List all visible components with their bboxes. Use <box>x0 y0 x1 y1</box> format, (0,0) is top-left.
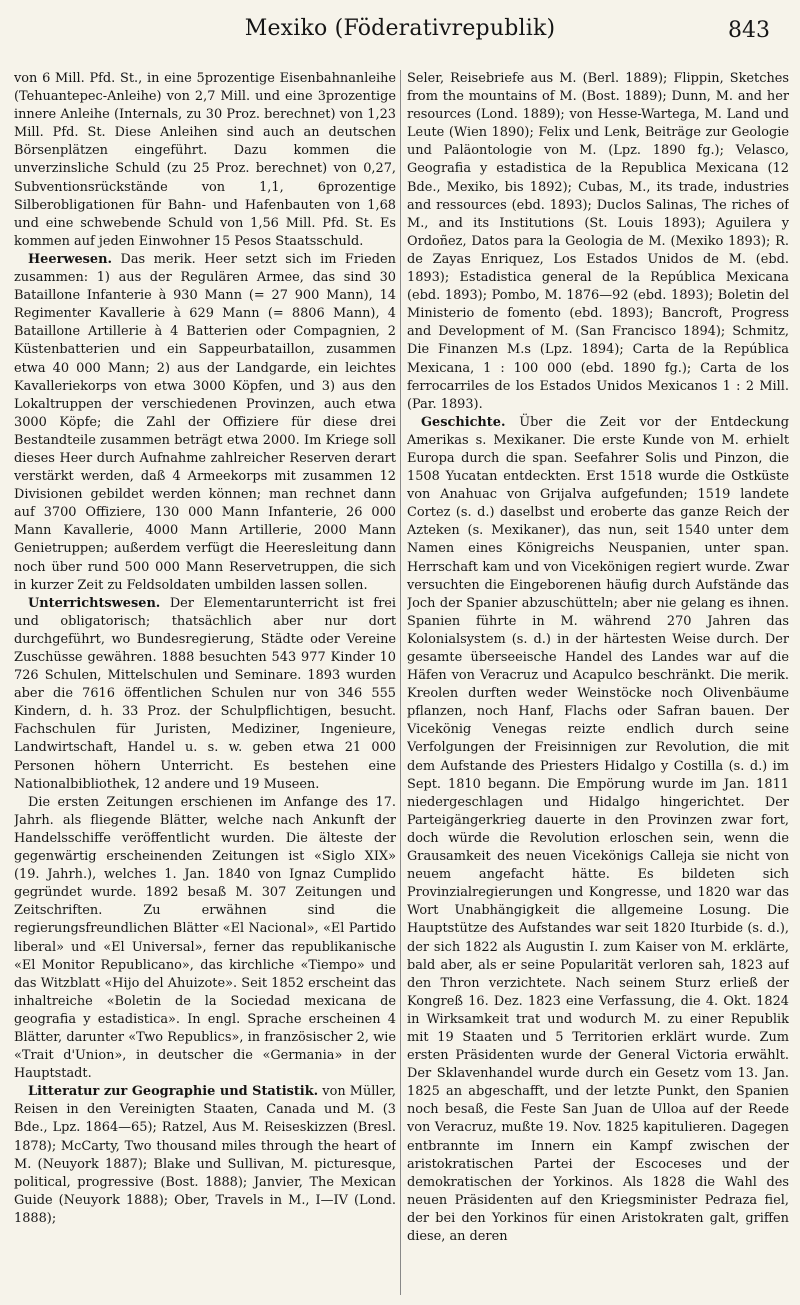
paragraph <box>14 70 396 251</box>
paragraph <box>14 794 396 1084</box>
column-divider <box>400 70 401 1295</box>
running-head <box>30 16 770 56</box>
paragraph <box>14 1083 396 1228</box>
paragraph-heading: Unterrichtswesen. <box>28 595 161 611</box>
left-column <box>14 70 396 1295</box>
right-column <box>407 70 789 1295</box>
paragraph-text: Über die Zeit vor der Entdeckung Amerikas s. Mexikaner. Die erste Kunde von M. erhielt Europa durch die span. Seefahrer Solis und Pinzon, die 1508 Yucatan entdeckten. Erst 1518 wurde die Ostküste von Anahuac von Grijalva aufgefunden; 1519 landete Cortez (s. d.) daselbst und eroberte das ganze Reich der Azteken (s. Mexikaner), das nun, seit 1540 unter dem Namen eines Königreichs Neuspanien, unter span. Herrschaft kam und von Vicekönigen regiert wurde. Zwar versuchten die Eingeborenen häufig durch Aufstände das Joch der Spanier abzuschütteln; aber nie gelang es ihnen. Spanien führte in M. während 270 Jahren das Kolonialsystem (s. d.) in der härtesten Weise durch. Der gesamte überseeische Handel des Landes war auf die Häfen von Veracruz und Acapulco beschränkt. Die merik. Kreolen durften weder Weinstöcke noch Olivenbäume pflanzen, noch Hanf, Flachs oder Safran bauen. Der Vicekönig Venegas reizte endlich durch seine Verfolgungen der Freisinnigen zur Revolution, die mit dem Aufstande des Priesters Hidalgo y Costilla (s. d.) im Sept. 1810 begann. Die Empörung wurde im Jan. 1811 niedergeschlagen und Hidalgo hingerichtet. Der Parteigängerkrieg dauerte in den Provinzen zwar fort, doch würde die Revolution erloschen sein, wenn die Grausamkeit des neuen Vicekönigs Calleja sie nicht von neuem angefacht hätte. Es bildeten sich Provinzialregierungen und Kongresse, und 1820 war das Wort Unabhängigkeit die allgemeine Losung. Die Hauptstütze des Aufstandes war seit 1820 Iturbide (s. d.), der sich 1822 als Augustin I. zum Kaiser von M. erklärte, bald aber, als er seine Popularität verloren sah, 1823 auf den Thron verzichtete. Nach seinem Sturz erließ der Kongreß 16. Dez. 1823 eine Verfassung, die 4. Okt. 1824 in Wirksamkeit trat und wodurch M. zu einer Republik mit 19 Staaten und 5 Territorien erklärt wurde. Zum ersten Präsidenten wurde der General Victoria erwählt. Der Sklavenhandel wurde durch ein Gesetz vom 13. Jan. 1825 an abgeschafft, und der letzte Punkt, den Spanien noch besaß, die Feste San Juan de Ulloa auf der Reede von Veracruz, mußte 19. Nov. 1825 kapitulieren. Dagegen entbrannte im Innern ein Kampf zwischen der aristokratischen Partei der Escoceses und der demokratischen der Yorkinos. Als 1828 die Wahl des neuen Präsidenten auf den Kriegsminister Pedraza fiel, der bei den Yorkinos für einen Aristokraten galt, griffen diese, an deren <box>407 414 789 1244</box>
paragraph-text: Seler, Reisebriefe aus M. (Berl. 1889); Flippin, Sketches from the mountains of M. (Bost. 1889); Dunn, M. and her resources (Lond. 1889); von Hesse-Wartega, M. Land und Leute (Wien 1890); Felix und Lenk, Beiträge zur Geologie und Paläontologie von M. (Lpz. 1890 fg.); Velasco, Geografia y estadistica de la Republica Mexicana (12 Bde., Mexiko, bis 1892); Cubas, M., its trade, industries and ressources (ebd. 1893); Duclos Salinas, The riches of M., and its Institutions (St. Louis 1893); Aguilera y Ordoñez, Datos para la Geologia de M. (Mexiko 1893); R. de Zayas Enriquez, Los Estados Unidos de M. (ebd. 1893); Estadistica general de la República Mexicana (ebd. 1893); Pombo, M. 1876—92 (ebd. 1893); Boletin del Ministerio de fomento (ebd. 1893); Bancroft, Progress and Development of M. (San Francisco 1894); Schmitz, Die Finanzen M.s (Lpz. 1894); Carta de la República Mexicana, 1 : 100 000 (ebd. 1890 fg.); Carta de los ferrocarriles de los Estados Unidos Mexicanos 1 : 2 Mill. (Par. 1893). <box>407 71 789 412</box>
paragraph-heading: Litteratur zur Geographie und Statistik. <box>28 1084 319 1100</box>
paragraph-text: Das merik. Heer setzt sich im Frieden zusammen: 1) aus der Regulären Armee, das sind 30 Bataillone Infanterie à 930 Mann (= 27 900 Mann), 14 Regimenter Kavallerie à 629 Mann (= 8806 Mann), 4 Bataillone Artillerie à 4 Batterien oder Compagnien, 2 Küstenbatterien und ein Sappeurbataillon, zusammen etwa 40 000 Mann; 2) aus der Landgarde, ein leichtes Kavalleriekorps von etwa 3000 Köpfen, und 3) aus den Lokaltruppen der verschiedenen Provinzen, auch etwa 3000 Köpfe; die Zahl der Offiziere für diese drei Bestandteile zusammen beträgt etwa 2000. Im Kriege soll dieses Heer durch Aufnahme zahlreicher Reserven derart verstärkt werden, daß 4 Armeekorps mit zusammen 12 Divisionen gebildet werden können; man rechnet dann auf 3700 Offiziere, 130 000 Mann Infanterie, 26 000 Mann Kavallerie, 4000 Mann Artillerie, 2000 Mann Genietruppen; außerdem verfügt die Heeresleitung dann noch über rund 500 000 Mann Reservetruppen, die sich in kurzer Zeit zu Feldsoldaten umbilden lassen sollen. <box>14 251 396 593</box>
paragraph-text: Der Elementarunterricht ist frei und obligatorisch; thatsächlich aber nur dort durchgeführt, wo Bundesregierung, Städte oder Vereine Zuschüsse gewähren. 1888 besuchten 543 977 Kinder 10 726 Schulen, Mittelschulen und Seminare. 1893 wurden aber die 7616 öffentlichen Schulen nur von 346 555 Kindern, d. h. 33 Proz. der Schulpflichtigen, besucht. Fachschulen für Juristen, Mediziner, Ingenieure, Landwirtschaft, Handel u. s. w. geben etwa 21 000 Personen höhern Unterricht. Es bestehen eine Nationalbibliothek, 12 andere und 19 Museen. <box>14 595 396 792</box>
paragraph-text: von Müller, Reisen in den Vereinigten Staaten, Canada und M. (3 Bde., Lpz. 1864—65); Ratzel, Aus M. Reiseskizzen (Bresl. 1878); McCarty, Two thousand miles through the heart of M. (Neuyork 1887); Blake und Sullivan, M. picturesque, political, progressive (Bost. 1888); Janvier, The Mexican Guide (Neuyork 1888); Ober, Travels in M., I—IV (Lond. 1888); <box>14 1084 396 1226</box>
paragraph-heading: Heerwesen. <box>28 251 112 267</box>
paragraph-text: von 6 Mill. Pfd. St., in eine 5prozentige Eisenbahnanleihe (Tehuantepec-Anleihe) von 2,7 Mill. und eine 3prozentige innere Anleihe (Internals, zu 30 Proz. berechnet) von 1,23 Mill. Pfd. St. Diese Anleihen sind auch an deutschen Börsenplätzen eingeführt. Dazu kommen die unverzinsliche Schuld (zu 25 Proz. berechnet) von 0,27, Subventionsrückstände von 1,1, 6prozentige Silberobligationen für Bahn- und Hafenbauten von 1,68 und eine schwebende Schuld von 1,56 Mill. Pfd. St. Es kommen auf jeden Einwohner 15 Pesos Staatsschuld. <box>14 71 396 249</box>
page-number: 843 <box>728 18 770 43</box>
paragraph-text: Die ersten Zeitungen erschienen im Anfange des 17. Jahrh. als fliegende Blätter, welche nach Ankunft der Handelsschiffe veröffentlicht wurden. Die älteste der gegenwärtig erscheinenden Zeitungen ist «Siglo XIX» (19. Jahrh.), welches 1. Jan. 1840 von Ignaz Cumplido gegründet wurde. 1892 besaß M. 307 Zeitungen und Zeitschriften. Zu erwähnen sind die regierungsfreundlichen Blätter «El Nacional», «El Partido liberal» und «El Universal», ferner das republikanische «El Monitor Republicano», das kirchliche «Tiempo» und das Witzblatt «Hijo del Ahuizote». Seit 1852 erscheint das inhaltreiche «Boletin de la Sociedad mexicana de geografia y estadistica». In engl. Sprache erscheinen 4 Blätter, darunter «Two Republics», in französischer 2, wie «Trait d'Union», in deutscher die «Germania» in der Hauptstadt. <box>14 794 396 1082</box>
paragraph <box>14 595 396 794</box>
running-head-title: Mexiko (Föderativrepublik) <box>244 16 556 41</box>
paragraph-heading: Geschichte. <box>421 414 506 430</box>
paragraph <box>407 70 789 414</box>
paragraph <box>14 251 396 595</box>
paragraph <box>407 414 789 1246</box>
